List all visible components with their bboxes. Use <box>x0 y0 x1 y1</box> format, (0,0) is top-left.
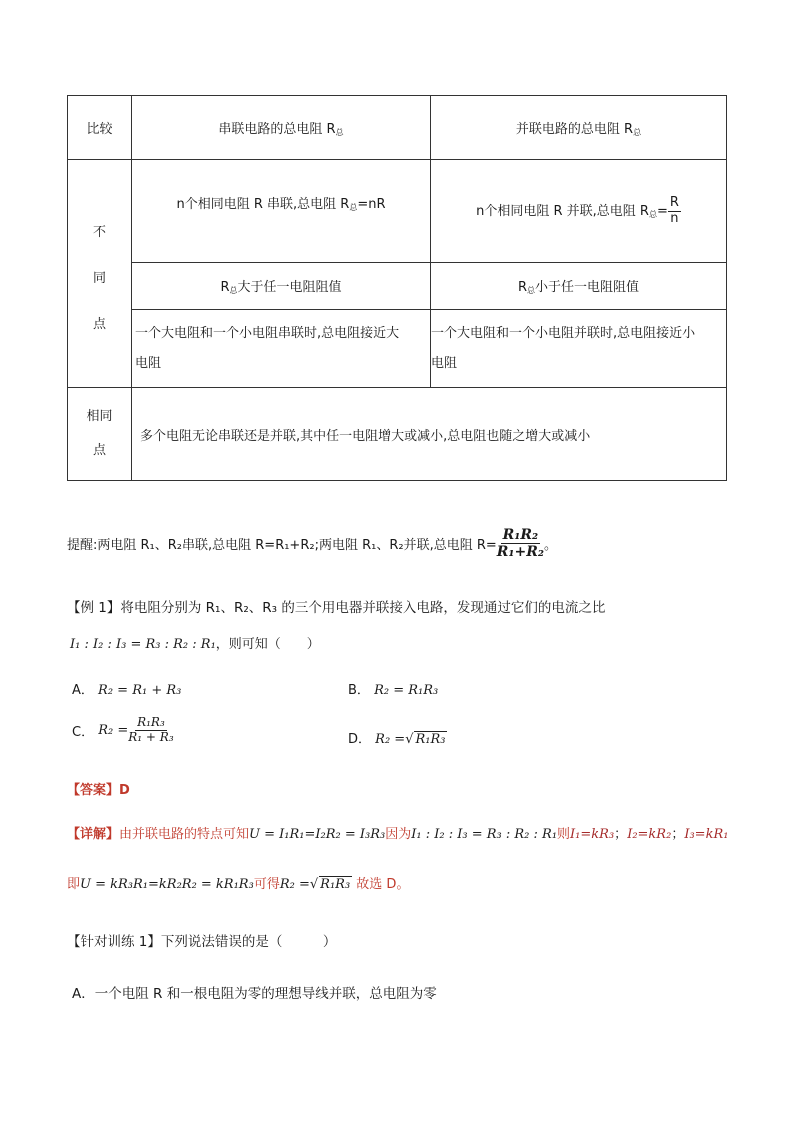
header-parallel: 并联电路的总电阻 $R_总$ <box>431 96 727 160</box>
same-label: 相同 点 <box>68 388 132 481</box>
diff-label: 不 同 点 <box>68 160 132 388</box>
series-same-resistors: n个相同电阻 R 串联,总电阻 $R_总=nR$ <box>132 160 431 263</box>
table-row <box>68 310 727 388</box>
example-stem: 【例 1】将电阻分别为 R₁、R₂、R₃ 的三个用电器并联接入电路，发现通过它们的电流之比 <box>67 600 606 616</box>
series-big-small: 一个大电阻和一个小电阻串联时,总电阻接近大 电阻 <box>132 310 431 388</box>
detail-line-2: 即U = kR₃R₁=kR₂R₂ = kR₁R₃可得R₂ =√ R₁R₃ 故选 D。 <box>67 877 410 892</box>
series-greater: $R_总$大于任一电阻阻值 <box>132 263 431 310</box>
table-row <box>68 263 727 310</box>
same-text: 多个电阻无论串联还是并联,其中任一电阻增大或减小,总电阻也随之增大或减小 <box>132 388 727 481</box>
parallel-smaller: $R_总$小于任一电阻阻值 <box>431 263 727 310</box>
detail-line-1: 【详解】由并联电路的特点可知U = I₁R₁=I₂R₂ = I₃R₃因为I₁ : I₂ : I₃ = R₃ : R₂ : R₁则I₁=kR₃；I₂=kR₂；I₃=kR₁ <box>67 827 729 842</box>
tip-fraction: $\frac{\text{R₁R₂}}{\text{R₁+R₂}}$ <box>496 527 545 561</box>
option-b[interactable]: B． R₂ = R₁R₃ <box>348 683 439 698</box>
parallel-big-small: 一个大电阻和一个小电阻并联时,总电阻接近小 电阻 <box>431 310 727 388</box>
table-row <box>68 388 727 481</box>
sqrt-icon: √ <box>309 877 319 892</box>
option-d[interactable]: D． R₂ =√ R₁R₃ <box>348 732 446 747</box>
answer-line: 【答案】D <box>67 783 130 798</box>
parallel-same-resistors: n个相同电阻 R 并联,总电阻 $R_总=$ $\frac{R}{n}$ <box>431 160 727 263</box>
training-stem: 【针对训练 1】下列说法错误的是（ ） <box>67 934 337 950</box>
tip-line: 提醒:两电阻 R₁、R₂串联,总电阻 R=R₁+R₂;两电阻 R₁、R₂并联,总电阻 R= $\frac{\text{R₁R₂}}{\text{R₁+R₂}}$ 。 <box>67 527 558 561</box>
table-row <box>68 160 727 263</box>
header-series: 串联电路的总电阻 $R_总$ <box>132 96 431 160</box>
table-header-row <box>68 96 727 160</box>
sqrt-icon: √ <box>405 732 414 747</box>
option-a[interactable]: A． R₂ = R₁ + R₃ <box>72 683 182 698</box>
example-ratio: I₁ : I₂ : I₃ = R₃ : R₂ : R₁，则可知（ ） <box>70 637 320 652</box>
comparison-table <box>67 95 727 481</box>
header-compare: 比较 <box>68 96 132 160</box>
option-c[interactable]: C． R₂ = $\frac{\text{R₁R₃}}{\text{R₁ + R₃}}$ <box>72 715 174 744</box>
training-option-a[interactable]: A．一个电阻 R 和一根电阻为零的理想导线并联，总电阻为零 <box>72 986 437 1002</box>
